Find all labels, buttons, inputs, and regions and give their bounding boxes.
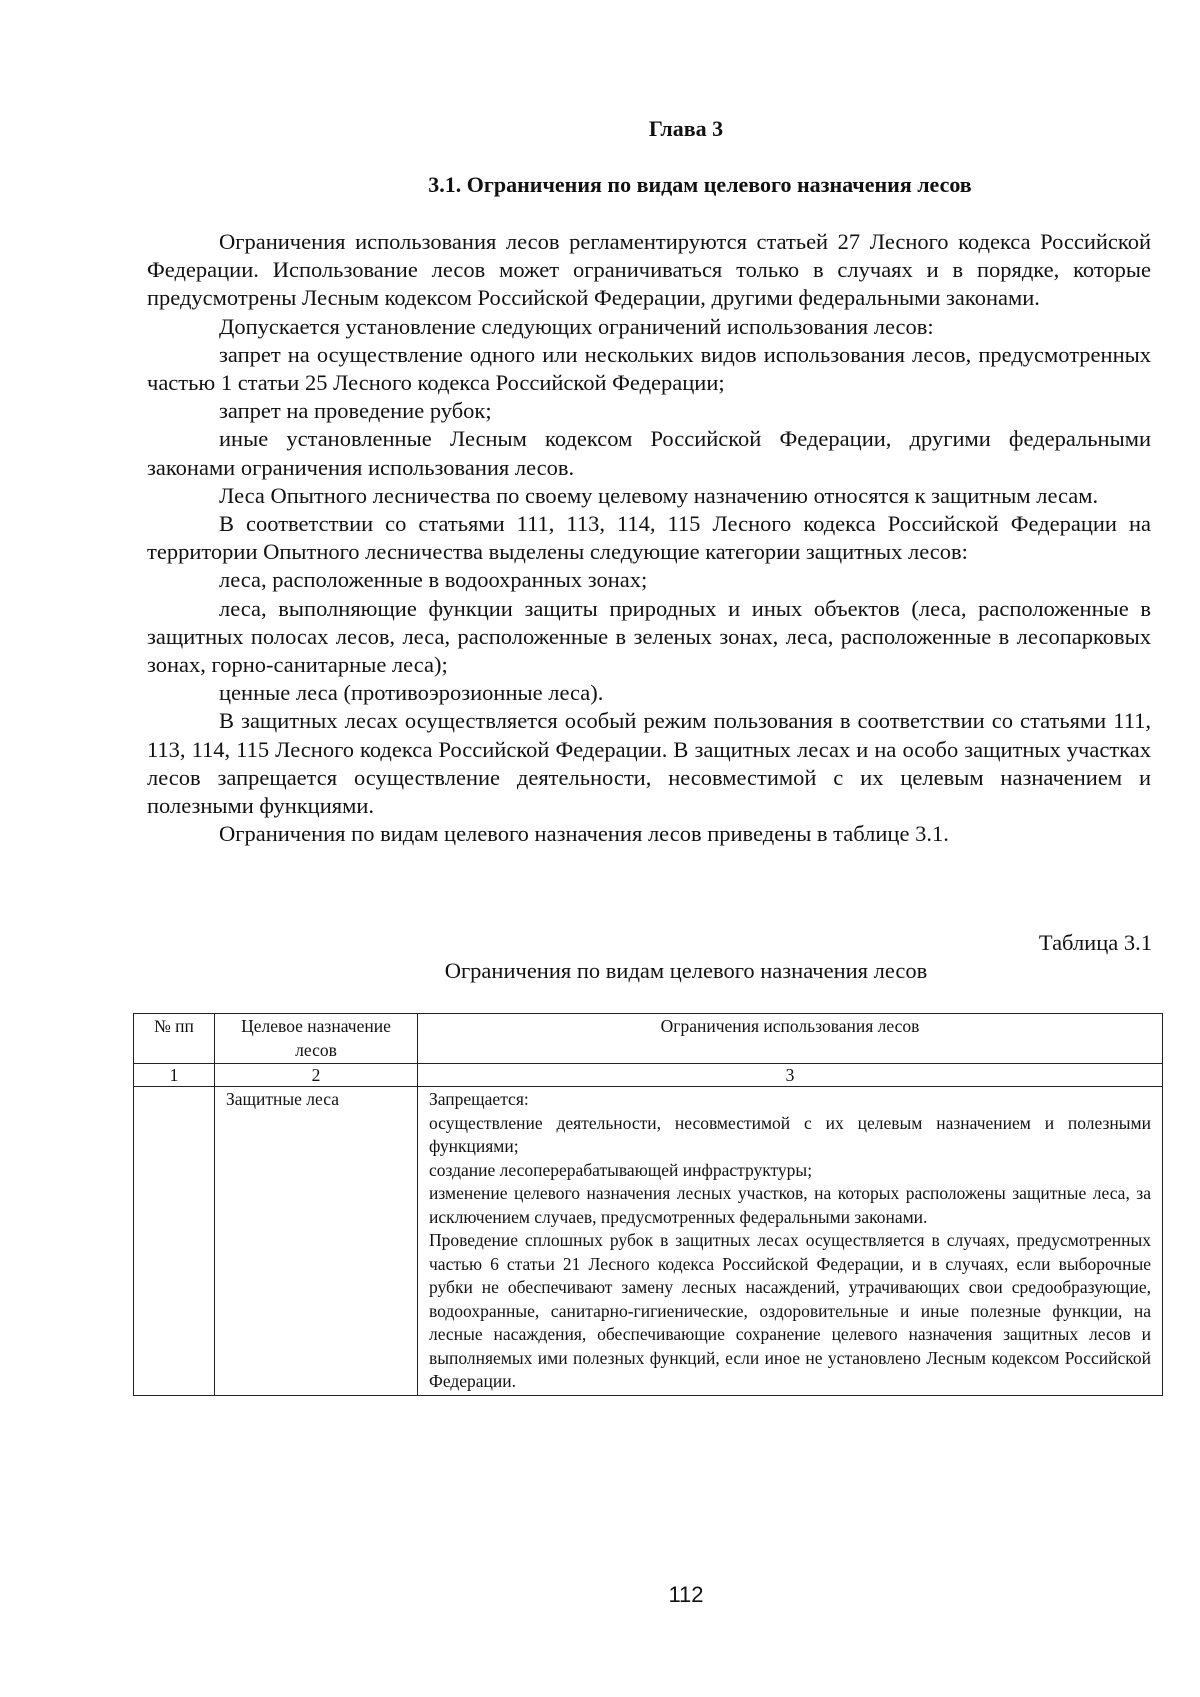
row-purpose-cell: Защитные леса — [215, 1087, 418, 1396]
table-caption: Таблица 3.1 — [1038, 930, 1152, 955]
paragraph: В соответствии со статьями 111, 113, 114, 115 Лесного кодекса Российской Федерации на территории Опытного лесничества выделены следующие категории защитных лесов: — [147, 511, 1151, 565]
table-title: Ограничения по видам целевого назначения лесов — [444, 958, 928, 983]
header-number: № пп — [134, 1014, 215, 1064]
numbering-cell: 1 — [134, 1064, 215, 1087]
numbering-cell: 3 — [418, 1064, 1163, 1087]
paragraph: Допускается установление следующих ограничений использования лесов: — [219, 313, 934, 339]
paragraph: запрет на осуществление одного или нескольких видов использования лесов, предусмотренных частью 1 статьи 25 Лесного кодекса Российской Федерации; — [147, 341, 1151, 396]
paragraph: запрет на проведение рубок; — [219, 398, 492, 424]
row-restrictions-cell — [418, 1087, 1163, 1396]
header-restrictions: Ограничения использования лесов — [418, 1014, 1163, 1064]
paragraph: Леса Опытного лесничества по своему целевому назначению относятся к защитным лесам. — [219, 482, 1099, 508]
restriction-item: Запрещается: — [429, 1089, 529, 1109]
restrictions-table — [133, 1013, 1163, 1396]
paragraph: леса, расположенные в водоохранных зонах; — [219, 567, 648, 593]
paragraph: Ограничения по видам целевого назначения лесов приведены в таблице 3.1. — [219, 821, 949, 847]
restriction-item: создание лесоперерабатывающей инфраструктуры; — [429, 1159, 813, 1180]
restriction-item: изменение целевого назначения лесных участков, на которых расположены защитные леса, за исключением случаев, предусмотренных федеральными законами. — [429, 1183, 1151, 1227]
chapter-heading: Глава 3 — [648, 116, 724, 141]
restriction-item: Проведение сплошных рубок в защитных лесах осуществляется в случаях, предусмотренных частью 6 статьи 21 Лесного кодекса Российской Федерации, и в случаях, если выборочные рубки не обеспечивают замену лесных насаждений, утрачивающих свои средообразующие, водоохранные, санитарно-гигиенические, оздоровительные и иные полезные функции, на лесные насаждения, обеспечивающие сохранение целевого назначения защитных лесов и выполняемых ими полезных функций, если иное не установлено Лесным кодексом Российской Федерации. — [429, 1230, 1151, 1391]
section-title: 3.1. Ограничения по видам целевого назначения лесов — [428, 172, 972, 197]
page-number: 112 — [668, 1582, 704, 1607]
restriction-item: осуществление деятельности, несовместимой с их целевым назначением и полезными функциями; — [429, 1112, 1151, 1156]
paragraph: иные установленные Лесным кодексом Российской Федерации, другими федеральными законами ограничения использования лесов. — [147, 426, 1151, 480]
paragraph: Ограничения использования лесов регламентируются статьей 27 Лесного кодекса Российской Федерации. Использование лесов может ограничиваться только в случаях и в порядке, которые предусмотрены Лесным кодексом Российской Федерации, другими федеральными законами. — [147, 229, 1151, 311]
paragraph: леса, выполняющие функции защиты природных и иных объектов (леса, расположенные в защитных полосах лесов, леса, расположенные в зеленых зонах, леса, расположенные в лесопарковых зонах, горно-санитарные леса); — [147, 595, 1151, 678]
header-purpose: Целевое назначение лесов — [215, 1014, 418, 1064]
table-row — [134, 1087, 1163, 1396]
paragraph: В защитных лесах осуществляется особый режим пользования в соответствии со статьями 111, 113, 114, 115 Лесного кодекса Российской Федерации. В защитных лесах и на особо защитных участках лесов запрещается осуществление деятельности, несовместимой с их целевым назначением и полезными функциями. — [147, 708, 1151, 819]
numbering-cell: 2 — [215, 1064, 418, 1087]
table-header-row — [134, 1014, 1163, 1064]
table-numbering-row — [134, 1064, 1163, 1087]
row-number-cell — [134, 1087, 215, 1396]
paragraph: ценные леса (противоэрозионные леса). — [219, 680, 604, 706]
body-text — [147, 228, 1151, 848]
